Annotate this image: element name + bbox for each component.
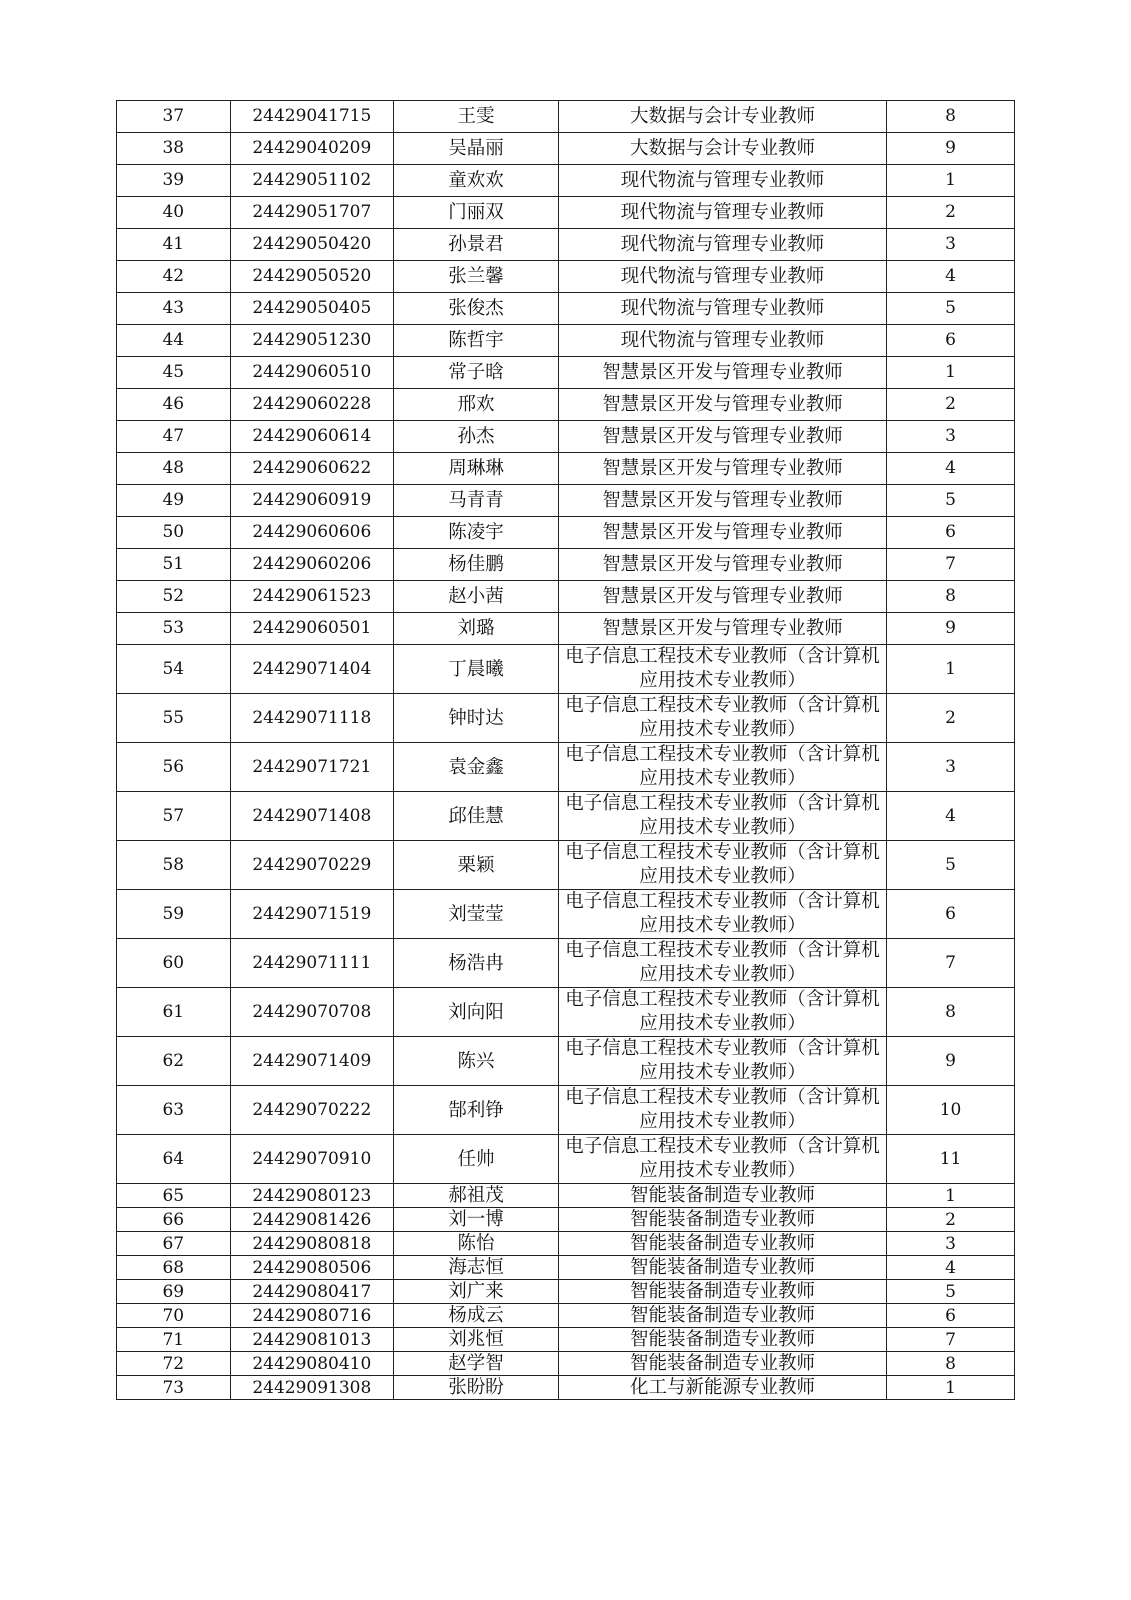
position-cell: 智慧景区开发与管理专业教师 xyxy=(558,485,886,517)
table-row xyxy=(117,421,1015,453)
exam-id-cell: 24429071404 xyxy=(230,645,394,694)
exam-id-cell: 24429050420 xyxy=(230,229,394,261)
exam-id-cell: 24429060606 xyxy=(230,517,394,549)
rank-cell: 8 xyxy=(887,581,1015,613)
position-cell: 电子信息工程技术专业教师（含计算机应用技术专业教师） xyxy=(558,743,886,792)
position-cell: 现代物流与管理专业教师 xyxy=(558,261,886,293)
position-cell: 电子信息工程技术专业教师（含计算机应用技术专业教师） xyxy=(558,1037,886,1086)
table-row xyxy=(117,165,1015,197)
rank-cell: 9 xyxy=(887,613,1015,645)
rank-cell: 7 xyxy=(887,1328,1015,1352)
row-number-cell: 42 xyxy=(117,261,231,293)
row-number-cell: 61 xyxy=(117,988,231,1037)
row-number-cell: 69 xyxy=(117,1280,231,1304)
candidate-name-cell: 海志恒 xyxy=(394,1256,559,1280)
candidate-name-cell: 张兰馨 xyxy=(394,261,559,293)
rank-cell: 8 xyxy=(887,1352,1015,1376)
position-cell: 电子信息工程技术专业教师（含计算机应用技术专业教师） xyxy=(558,645,886,694)
table-row xyxy=(117,1086,1015,1135)
candidate-name-cell: 杨浩冉 xyxy=(394,939,559,988)
position-cell: 智慧景区开发与管理专业教师 xyxy=(558,453,886,485)
exam-id-cell: 24429071519 xyxy=(230,890,394,939)
row-number-cell: 56 xyxy=(117,743,231,792)
position-cell: 现代物流与管理专业教师 xyxy=(558,197,886,229)
position-cell: 智慧景区开发与管理专业教师 xyxy=(558,357,886,389)
candidate-name-cell: 刘兆恒 xyxy=(394,1328,559,1352)
candidate-name-cell: 张盼盼 xyxy=(394,1376,559,1400)
position-cell: 大数据与会计专业教师 xyxy=(558,101,886,133)
row-number-cell: 60 xyxy=(117,939,231,988)
position-cell: 智慧景区开发与管理专业教师 xyxy=(558,421,886,453)
exam-id-cell: 24429060510 xyxy=(230,357,394,389)
table-row xyxy=(117,133,1015,165)
row-number-cell: 51 xyxy=(117,549,231,581)
candidate-results-table xyxy=(116,100,1015,1400)
position-cell: 电子信息工程技术专业教师（含计算机应用技术专业教师） xyxy=(558,988,886,1037)
candidate-name-cell: 郝祖茂 xyxy=(394,1184,559,1208)
table-row xyxy=(117,1280,1015,1304)
table-row xyxy=(117,890,1015,939)
candidate-name-cell: 童欢欢 xyxy=(394,165,559,197)
table-row xyxy=(117,1304,1015,1328)
rank-cell: 4 xyxy=(887,1256,1015,1280)
position-cell: 智能装备制造专业教师 xyxy=(558,1184,886,1208)
exam-id-cell: 24429060622 xyxy=(230,453,394,485)
position-cell: 智慧景区开发与管理专业教师 xyxy=(558,581,886,613)
row-number-cell: 72 xyxy=(117,1352,231,1376)
table-row xyxy=(117,549,1015,581)
rank-cell: 1 xyxy=(887,1376,1015,1400)
row-number-cell: 41 xyxy=(117,229,231,261)
position-cell: 电子信息工程技术专业教师（含计算机应用技术专业教师） xyxy=(558,890,886,939)
exam-id-cell: 24429081426 xyxy=(230,1208,394,1232)
exam-id-cell: 24429051102 xyxy=(230,165,394,197)
candidate-name-cell: 陈怡 xyxy=(394,1232,559,1256)
rank-cell: 7 xyxy=(887,939,1015,988)
table-row xyxy=(117,613,1015,645)
rank-cell: 11 xyxy=(887,1135,1015,1184)
exam-id-cell: 24429070222 xyxy=(230,1086,394,1135)
position-cell: 智慧景区开发与管理专业教师 xyxy=(558,517,886,549)
position-cell: 智慧景区开发与管理专业教师 xyxy=(558,613,886,645)
exam-id-cell: 24429071409 xyxy=(230,1037,394,1086)
rank-cell: 3 xyxy=(887,421,1015,453)
rank-cell: 5 xyxy=(887,485,1015,517)
table-row xyxy=(117,197,1015,229)
exam-id-cell: 24429081013 xyxy=(230,1328,394,1352)
candidate-name-cell: 马青青 xyxy=(394,485,559,517)
rank-cell: 6 xyxy=(887,517,1015,549)
candidate-name-cell: 刘璐 xyxy=(394,613,559,645)
rank-cell: 7 xyxy=(887,549,1015,581)
candidate-name-cell: 周琳琳 xyxy=(394,453,559,485)
exam-id-cell: 24429071721 xyxy=(230,743,394,792)
candidate-name-cell: 张俊杰 xyxy=(394,293,559,325)
row-number-cell: 40 xyxy=(117,197,231,229)
exam-id-cell: 24429071118 xyxy=(230,694,394,743)
rank-cell: 1 xyxy=(887,1184,1015,1208)
table-row xyxy=(117,261,1015,293)
table-row xyxy=(117,1208,1015,1232)
table-row xyxy=(117,1352,1015,1376)
exam-id-cell: 24429080410 xyxy=(230,1352,394,1376)
candidate-name-cell: 孙景君 xyxy=(394,229,559,261)
exam-id-cell: 24429071111 xyxy=(230,939,394,988)
position-cell: 电子信息工程技术专业教师（含计算机应用技术专业教师） xyxy=(558,694,886,743)
position-cell: 电子信息工程技术专业教师（含计算机应用技术专业教师） xyxy=(558,939,886,988)
exam-id-cell: 24429060614 xyxy=(230,421,394,453)
row-number-cell: 53 xyxy=(117,613,231,645)
candidate-name-cell: 杨成云 xyxy=(394,1304,559,1328)
position-cell: 电子信息工程技术专业教师（含计算机应用技术专业教师） xyxy=(558,1135,886,1184)
row-number-cell: 58 xyxy=(117,841,231,890)
exam-id-cell: 24429070229 xyxy=(230,841,394,890)
position-cell: 智能装备制造专业教师 xyxy=(558,1256,886,1280)
position-cell: 现代物流与管理专业教师 xyxy=(558,229,886,261)
rank-cell: 8 xyxy=(887,988,1015,1037)
table-row xyxy=(117,1232,1015,1256)
candidate-name-cell: 丁晨曦 xyxy=(394,645,559,694)
table-row xyxy=(117,581,1015,613)
table-row xyxy=(117,325,1015,357)
position-cell: 现代物流与管理专业教师 xyxy=(558,325,886,357)
rank-cell: 5 xyxy=(887,293,1015,325)
row-number-cell: 73 xyxy=(117,1376,231,1400)
table-row xyxy=(117,1184,1015,1208)
candidate-name-cell: 赵小茜 xyxy=(394,581,559,613)
position-cell: 智慧景区开发与管理专业教师 xyxy=(558,389,886,421)
candidate-name-cell: 郜利铮 xyxy=(394,1086,559,1135)
table-row xyxy=(117,1256,1015,1280)
exam-id-cell: 24429051707 xyxy=(230,197,394,229)
position-cell: 智慧景区开发与管理专业教师 xyxy=(558,549,886,581)
row-number-cell: 43 xyxy=(117,293,231,325)
position-cell: 电子信息工程技术专业教师（含计算机应用技术专业教师） xyxy=(558,841,886,890)
table-row xyxy=(117,841,1015,890)
row-number-cell: 50 xyxy=(117,517,231,549)
position-cell: 智能装备制造专业教师 xyxy=(558,1232,886,1256)
position-cell: 现代物流与管理专业教师 xyxy=(558,293,886,325)
exam-id-cell: 24429070708 xyxy=(230,988,394,1037)
row-number-cell: 44 xyxy=(117,325,231,357)
table-row xyxy=(117,517,1015,549)
exam-id-cell: 24429050520 xyxy=(230,261,394,293)
row-number-cell: 39 xyxy=(117,165,231,197)
exam-id-cell: 24429051230 xyxy=(230,325,394,357)
row-number-cell: 68 xyxy=(117,1256,231,1280)
exam-id-cell: 24429061523 xyxy=(230,581,394,613)
table-row xyxy=(117,229,1015,261)
rank-cell: 4 xyxy=(887,453,1015,485)
row-number-cell: 59 xyxy=(117,890,231,939)
rank-cell: 5 xyxy=(887,1280,1015,1304)
row-number-cell: 62 xyxy=(117,1037,231,1086)
exam-id-cell: 24429041715 xyxy=(230,101,394,133)
row-number-cell: 57 xyxy=(117,792,231,841)
row-number-cell: 63 xyxy=(117,1086,231,1135)
rank-cell: 3 xyxy=(887,743,1015,792)
row-number-cell: 70 xyxy=(117,1304,231,1328)
rank-cell: 5 xyxy=(887,841,1015,890)
rank-cell: 6 xyxy=(887,1304,1015,1328)
candidate-name-cell: 常子晗 xyxy=(394,357,559,389)
row-number-cell: 66 xyxy=(117,1208,231,1232)
candidate-name-cell: 任帅 xyxy=(394,1135,559,1184)
table-row xyxy=(117,389,1015,421)
exam-id-cell: 24429080716 xyxy=(230,1304,394,1328)
exam-id-cell: 24429080123 xyxy=(230,1184,394,1208)
row-number-cell: 45 xyxy=(117,357,231,389)
rank-cell: 3 xyxy=(887,1232,1015,1256)
candidate-name-cell: 孙杰 xyxy=(394,421,559,453)
candidate-name-cell: 邢欢 xyxy=(394,389,559,421)
rank-cell: 2 xyxy=(887,197,1015,229)
rank-cell: 6 xyxy=(887,325,1015,357)
table-row xyxy=(117,485,1015,517)
rank-cell: 9 xyxy=(887,1037,1015,1086)
exam-id-cell: 24429060501 xyxy=(230,613,394,645)
rank-cell: 8 xyxy=(887,101,1015,133)
table-row xyxy=(117,988,1015,1037)
rank-cell: 3 xyxy=(887,229,1015,261)
table-row xyxy=(117,939,1015,988)
rank-cell: 2 xyxy=(887,389,1015,421)
candidate-name-cell: 赵学智 xyxy=(394,1352,559,1376)
position-cell: 智能装备制造专业教师 xyxy=(558,1328,886,1352)
candidate-name-cell: 邱佳慧 xyxy=(394,792,559,841)
exam-id-cell: 24429050405 xyxy=(230,293,394,325)
position-cell: 智能装备制造专业教师 xyxy=(558,1280,886,1304)
candidate-name-cell: 刘广来 xyxy=(394,1280,559,1304)
candidate-name-cell: 袁金鑫 xyxy=(394,743,559,792)
row-number-cell: 54 xyxy=(117,645,231,694)
exam-id-cell: 24429060206 xyxy=(230,549,394,581)
rank-cell: 1 xyxy=(887,165,1015,197)
exam-id-cell: 24429080506 xyxy=(230,1256,394,1280)
rank-cell: 6 xyxy=(887,890,1015,939)
row-number-cell: 52 xyxy=(117,581,231,613)
table-row xyxy=(117,743,1015,792)
candidate-name-cell: 刘莹莹 xyxy=(394,890,559,939)
position-cell: 智能装备制造专业教师 xyxy=(558,1304,886,1328)
rank-cell: 2 xyxy=(887,694,1015,743)
table-row xyxy=(117,1376,1015,1400)
table-row xyxy=(117,645,1015,694)
position-cell: 智能装备制造专业教师 xyxy=(558,1352,886,1376)
candidate-name-cell: 刘一博 xyxy=(394,1208,559,1232)
table-row xyxy=(117,1135,1015,1184)
exam-id-cell: 24429070910 xyxy=(230,1135,394,1184)
table-row xyxy=(117,293,1015,325)
candidate-name-cell: 栗颖 xyxy=(394,841,559,890)
candidate-name-cell: 陈凌宇 xyxy=(394,517,559,549)
position-cell: 化工与新能源专业教师 xyxy=(558,1376,886,1400)
position-cell: 电子信息工程技术专业教师（含计算机应用技术专业教师） xyxy=(558,1086,886,1135)
candidate-name-cell: 陈兴 xyxy=(394,1037,559,1086)
row-number-cell: 64 xyxy=(117,1135,231,1184)
exam-id-cell: 24429060919 xyxy=(230,485,394,517)
rank-cell: 2 xyxy=(887,1208,1015,1232)
exam-id-cell: 24429040209 xyxy=(230,133,394,165)
exam-id-cell: 24429080417 xyxy=(230,1280,394,1304)
exam-id-cell: 24429080818 xyxy=(230,1232,394,1256)
candidate-name-cell: 陈哲宇 xyxy=(394,325,559,357)
exam-id-cell: 24429060228 xyxy=(230,389,394,421)
candidate-name-cell: 王雯 xyxy=(394,101,559,133)
table-row xyxy=(117,694,1015,743)
table-row xyxy=(117,357,1015,389)
rank-cell: 1 xyxy=(887,645,1015,694)
table-body xyxy=(117,101,1015,1400)
candidate-name-cell: 吴晶丽 xyxy=(394,133,559,165)
row-number-cell: 49 xyxy=(117,485,231,517)
candidate-name-cell: 刘向阳 xyxy=(394,988,559,1037)
rank-cell: 4 xyxy=(887,792,1015,841)
table-row xyxy=(117,792,1015,841)
table-row xyxy=(117,1328,1015,1352)
row-number-cell: 65 xyxy=(117,1184,231,1208)
position-cell: 现代物流与管理专业教师 xyxy=(558,165,886,197)
rank-cell: 9 xyxy=(887,133,1015,165)
candidate-name-cell: 钟时达 xyxy=(394,694,559,743)
position-cell: 智能装备制造专业教师 xyxy=(558,1208,886,1232)
row-number-cell: 47 xyxy=(117,421,231,453)
table-row xyxy=(117,1037,1015,1086)
row-number-cell: 38 xyxy=(117,133,231,165)
row-number-cell: 71 xyxy=(117,1328,231,1352)
rank-cell: 1 xyxy=(887,357,1015,389)
exam-id-cell: 24429091308 xyxy=(230,1376,394,1400)
row-number-cell: 37 xyxy=(117,101,231,133)
candidate-name-cell: 门丽双 xyxy=(394,197,559,229)
position-cell: 电子信息工程技术专业教师（含计算机应用技术专业教师） xyxy=(558,792,886,841)
position-cell: 大数据与会计专业教师 xyxy=(558,133,886,165)
row-number-cell: 46 xyxy=(117,389,231,421)
exam-id-cell: 24429071408 xyxy=(230,792,394,841)
candidate-name-cell: 杨佳鹏 xyxy=(394,549,559,581)
row-number-cell: 67 xyxy=(117,1232,231,1256)
rank-cell: 10 xyxy=(887,1086,1015,1135)
table-row xyxy=(117,453,1015,485)
table-row xyxy=(117,101,1015,133)
row-number-cell: 55 xyxy=(117,694,231,743)
rank-cell: 4 xyxy=(887,261,1015,293)
row-number-cell: 48 xyxy=(117,453,231,485)
